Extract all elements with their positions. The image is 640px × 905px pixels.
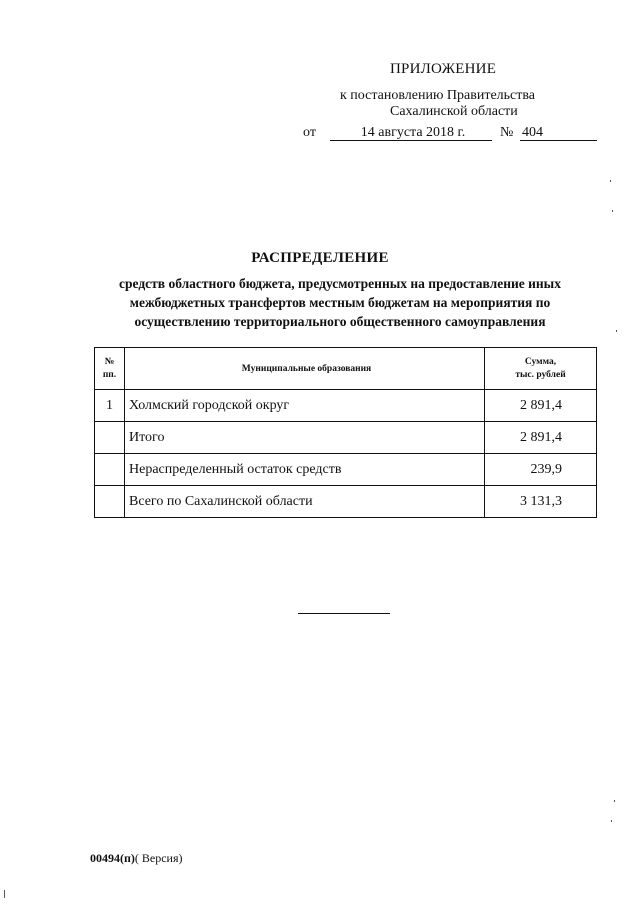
document-title: РАСПРЕДЕЛЕНИЕ xyxy=(251,250,389,266)
resolution-reference-line2: Сахалинской области xyxy=(390,104,518,119)
footer-version-code xyxy=(90,851,183,866)
row-sum: 239,9 xyxy=(485,454,597,486)
scan-speck xyxy=(614,800,615,802)
scan-speck xyxy=(4,890,5,898)
row-number xyxy=(95,486,125,518)
row-sum: 2 891,4 xyxy=(485,422,597,454)
header-number-line1: № xyxy=(104,356,115,367)
scan-speck xyxy=(610,180,611,182)
row-sum: 3 131,3 xyxy=(485,486,597,518)
header-municipality: Муниципальные образования xyxy=(125,348,485,390)
scan-speck xyxy=(616,330,617,332)
resolution-date: 14 августа 2018 г. xyxy=(330,125,492,141)
row-sum: 2 891,4 xyxy=(485,390,597,422)
appendix-title: ПРИЛОЖЕНИЕ xyxy=(390,61,497,77)
row-name: Нераспределенный остаток средств xyxy=(125,454,485,486)
table-row xyxy=(95,390,597,422)
scan-speck xyxy=(612,210,613,212)
scan-speck xyxy=(611,820,612,822)
row-name: Итого xyxy=(125,422,485,454)
table-header-row xyxy=(95,348,597,390)
resolution-number: 404 xyxy=(520,125,597,141)
date-prefix-label: от xyxy=(303,125,316,140)
header-sum-line1: Сумма, xyxy=(524,356,557,367)
row-number xyxy=(95,422,125,454)
header-number-line2: пп. xyxy=(102,369,117,380)
document-subtitle xyxy=(80,274,600,331)
distribution-table xyxy=(94,347,597,518)
footer-code: 00494(п) xyxy=(90,851,135,865)
subtitle-line: осуществлению территориального общественного самоуправления xyxy=(134,314,546,329)
header-sum xyxy=(485,348,597,390)
table-row xyxy=(95,454,597,486)
row-name: Всего по Сахалинской области xyxy=(125,486,485,518)
row-number: 1 xyxy=(95,390,125,422)
table-row xyxy=(95,486,597,518)
row-name: Холмский городской округ xyxy=(125,390,485,422)
end-divider xyxy=(298,613,390,614)
header-sum-line2: тыс. рублей xyxy=(515,369,566,380)
row-number xyxy=(95,454,125,486)
resolution-reference-line1: к постановлению Правительства xyxy=(340,88,536,103)
subtitle-line: средств областного бюджета, предусмотренных на предоставление иных xyxy=(119,276,561,291)
number-sign-label: № xyxy=(500,125,514,140)
header-number xyxy=(95,348,125,390)
table-row xyxy=(95,422,597,454)
footer-version: ( Версия) xyxy=(134,851,183,865)
subtitle-line: межбюджетных трансфертов местным бюджетам на мероприятия по xyxy=(129,295,551,310)
